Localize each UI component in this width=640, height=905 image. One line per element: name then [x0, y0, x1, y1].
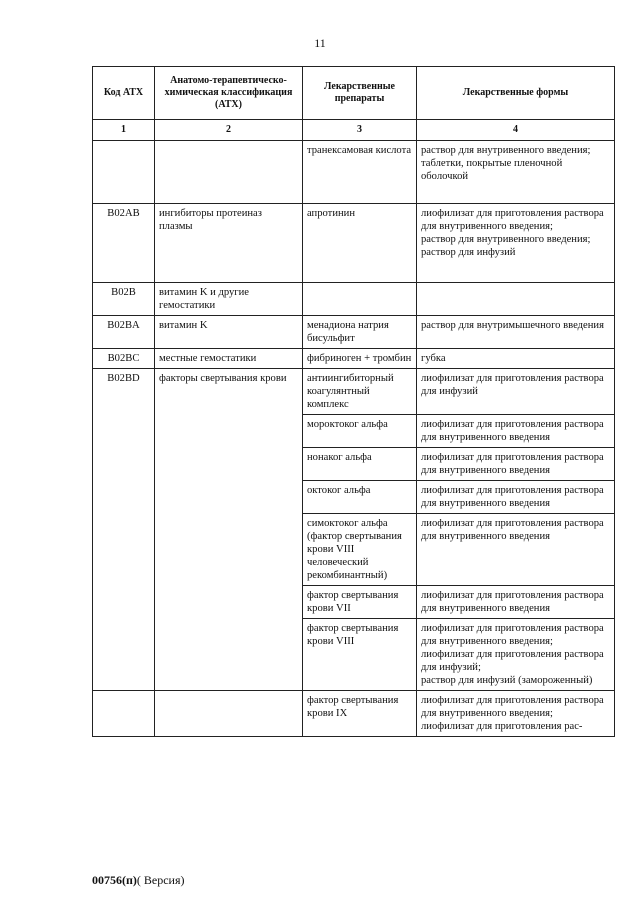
forms-cell	[417, 586, 615, 619]
drug-cell: фактор свертывания крови VIII	[303, 619, 417, 691]
form-line: лиофилизат для приготовления раствора для внутривенного введения	[421, 419, 604, 443]
drug-cell	[303, 283, 417, 316]
table-row	[93, 283, 615, 316]
header-code: Код АТХ	[93, 67, 155, 120]
forms-cell	[417, 448, 615, 481]
drug-cell: мороктоког альфа	[303, 415, 417, 448]
form-line: раствор для инфузий (замороженный)	[421, 675, 593, 686]
classification-cell: витамин K и другие гемостатики	[155, 283, 303, 316]
forms-cell	[417, 283, 615, 316]
forms-cell	[417, 316, 615, 349]
form-line: таблетки, покрытые пленочной оболочкой	[421, 158, 563, 182]
column-number-row	[93, 120, 615, 141]
table-row	[93, 369, 615, 415]
forms-cell	[417, 141, 615, 204]
form-line: раствор для инфузий	[421, 247, 516, 258]
table-row	[93, 204, 615, 283]
form-line: лиофилизат для приготовления раствора для внутривенного введения;	[421, 623, 604, 647]
atc-code-cell	[93, 691, 155, 737]
form-line: раствор для внутримышечного введения	[421, 320, 604, 331]
document-code: 00756(п)	[92, 873, 137, 887]
classification-cell: ингибиторы протеиназ плазмы	[155, 204, 303, 283]
table-row	[93, 349, 615, 369]
column-number: 1	[93, 120, 155, 141]
forms-cell	[417, 349, 615, 369]
form-line: лиофилизат для приготовления раствора для внутривенного введения	[421, 518, 604, 542]
forms-cell	[417, 691, 615, 737]
classification-cell: местные гемостатики	[155, 349, 303, 369]
classification-cell: факторы свертывания крови	[155, 369, 303, 691]
form-line: лиофилизат для приготовления раствора для внутривенного введения;	[421, 695, 604, 719]
classification-cell: витамин K	[155, 316, 303, 349]
table-row	[93, 691, 615, 737]
drug-cell: фактор свертывания крови VII	[303, 586, 417, 619]
drug-cell: фибриноген + тромбин	[303, 349, 417, 369]
forms-cell	[417, 619, 615, 691]
form-line: лиофилизат для приготовления рас-	[421, 721, 583, 732]
drug-cell: транексамовая кислота	[303, 141, 417, 204]
drug-cell: апротинин	[303, 204, 417, 283]
header-drugs: Лекарственные препараты	[303, 67, 417, 120]
form-line: губка	[421, 353, 446, 364]
atc-code-cell: B02BD	[93, 369, 155, 691]
atc-code-cell	[93, 141, 155, 204]
classification-cell	[155, 141, 303, 204]
form-line: лиофилизат для приготовления раствора для внутривенного введения	[421, 590, 604, 614]
forms-cell	[417, 415, 615, 448]
atc-code-cell: B02AB	[93, 204, 155, 283]
forms-cell	[417, 481, 615, 514]
atc-code-cell: B02B	[93, 283, 155, 316]
form-line: лиофилизат для приготовления раствора для инфузий;	[421, 649, 604, 673]
header-forms: Лекарственные формы	[417, 67, 615, 120]
table-row	[93, 141, 615, 204]
column-number: 4	[417, 120, 615, 141]
page-number: 11	[314, 36, 326, 50]
form-line: лиофилизат для приготовления раствора для внутривенного введения	[421, 485, 604, 509]
drug-cell: фактор свертывания крови IX	[303, 691, 417, 737]
column-number: 3	[303, 120, 417, 141]
table-row	[93, 316, 615, 349]
forms-cell	[417, 369, 615, 415]
drug-cell: антиингибиторный коагулянтный комплекс	[303, 369, 417, 415]
header-classification: Анатомо-терапевтическо-химическая классификация (АТХ)	[155, 67, 303, 120]
drug-cell: симоктоког альфа (фактор свертывания крови VIII человеческий рекомбинантный)	[303, 514, 417, 586]
atc-code-cell: B02BA	[93, 316, 155, 349]
classification-cell	[155, 691, 303, 737]
atc-code-cell: B02BC	[93, 349, 155, 369]
column-number: 2	[155, 120, 303, 141]
page-footer	[92, 873, 185, 888]
table-header-row	[93, 67, 615, 120]
form-line: раствор для внутривенного введения;	[421, 145, 591, 156]
drug-cell: октоког альфа	[303, 481, 417, 514]
atc-drug-table	[92, 66, 615, 737]
form-line: лиофилизат для приготовления раствора для внутривенного введения;	[421, 208, 604, 232]
forms-cell	[417, 514, 615, 586]
document-version: ( Версия)	[136, 873, 185, 887]
drug-cell: нонаког альфа	[303, 448, 417, 481]
forms-cell	[417, 204, 615, 283]
form-line: раствор для внутривенного введения;	[421, 234, 591, 245]
form-line: лиофилизат для приготовления раствора для инфузий	[421, 373, 604, 397]
form-line: лиофилизат для приготовления раствора для внутривенного введения	[421, 452, 604, 476]
drug-cell: менадиона натрия бисульфит	[303, 316, 417, 349]
